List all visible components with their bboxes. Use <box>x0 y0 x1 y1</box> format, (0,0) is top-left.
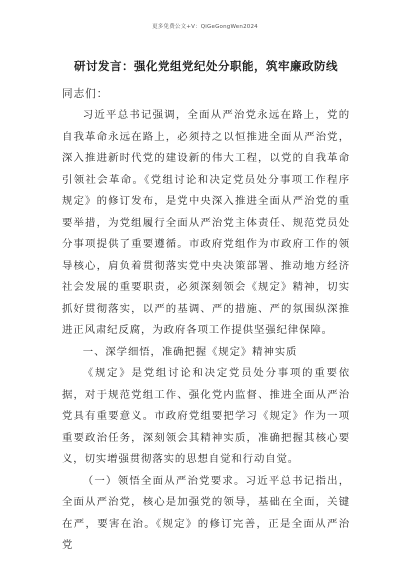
document-title: 研讨发言：强化党组党纪处分职能，筑牢廉政防线 <box>74 59 338 73</box>
greeting: 同志们： <box>62 88 109 100</box>
section-1-heading: 一、深学细悟，准确把握《规定》精神实质 <box>82 345 298 358</box>
watermark-header: 更多免费公文+V：QiGeGongWen2024 <box>152 24 258 30</box>
paragraph-2: 《规定》是党组讨论和决定党员处分事项的重要依据，对于规范党组工作、强化党内监督、推进全面从严治党具有重要意义。市政府党组要把学习《规定》作为一项重要政治任务，深刻领会其精神实质，准确把握其核心要义，切实增强贯彻落实的思想自觉和行动自觉。 <box>62 367 350 465</box>
paragraph-3: （一）领悟全面从严治党要求。习近平总书记指出，全面从严治党，核心是加强党的领导，基础在全面，关键在严，要害在治。《规定》的修订完善，正是全面从严治党 <box>62 474 350 551</box>
paragraph-1: 习近平总书记强调，全面从严治党永远在路上，党的自我革命永远在路上，必须持之以恒推进全面从严治党，深入推进新时代党的建设新的伟大工程，以党的自我革命引领社会革命。《党组讨论和决定党员处分事项工作程序规定》的修订发布，是党中央深入推进全面从严治党的重要举措，为党组履行全面从严治党主体责任、规范党员处分事项提供了重要遵循。市政府党组作为市政府工作的领导核心，肩负着贯彻落实党中央决策部署、推动地方经济社会发展的重要职责，必须深刻领会《规定》精神，切实抓好贯彻落实，以严的基调、严的措施、严的氛围纵深推进正风肃纪反腐，为政府各项工作提供坚强纪律保障。 <box>62 109 350 336</box>
document-content <box>62 58 350 557</box>
